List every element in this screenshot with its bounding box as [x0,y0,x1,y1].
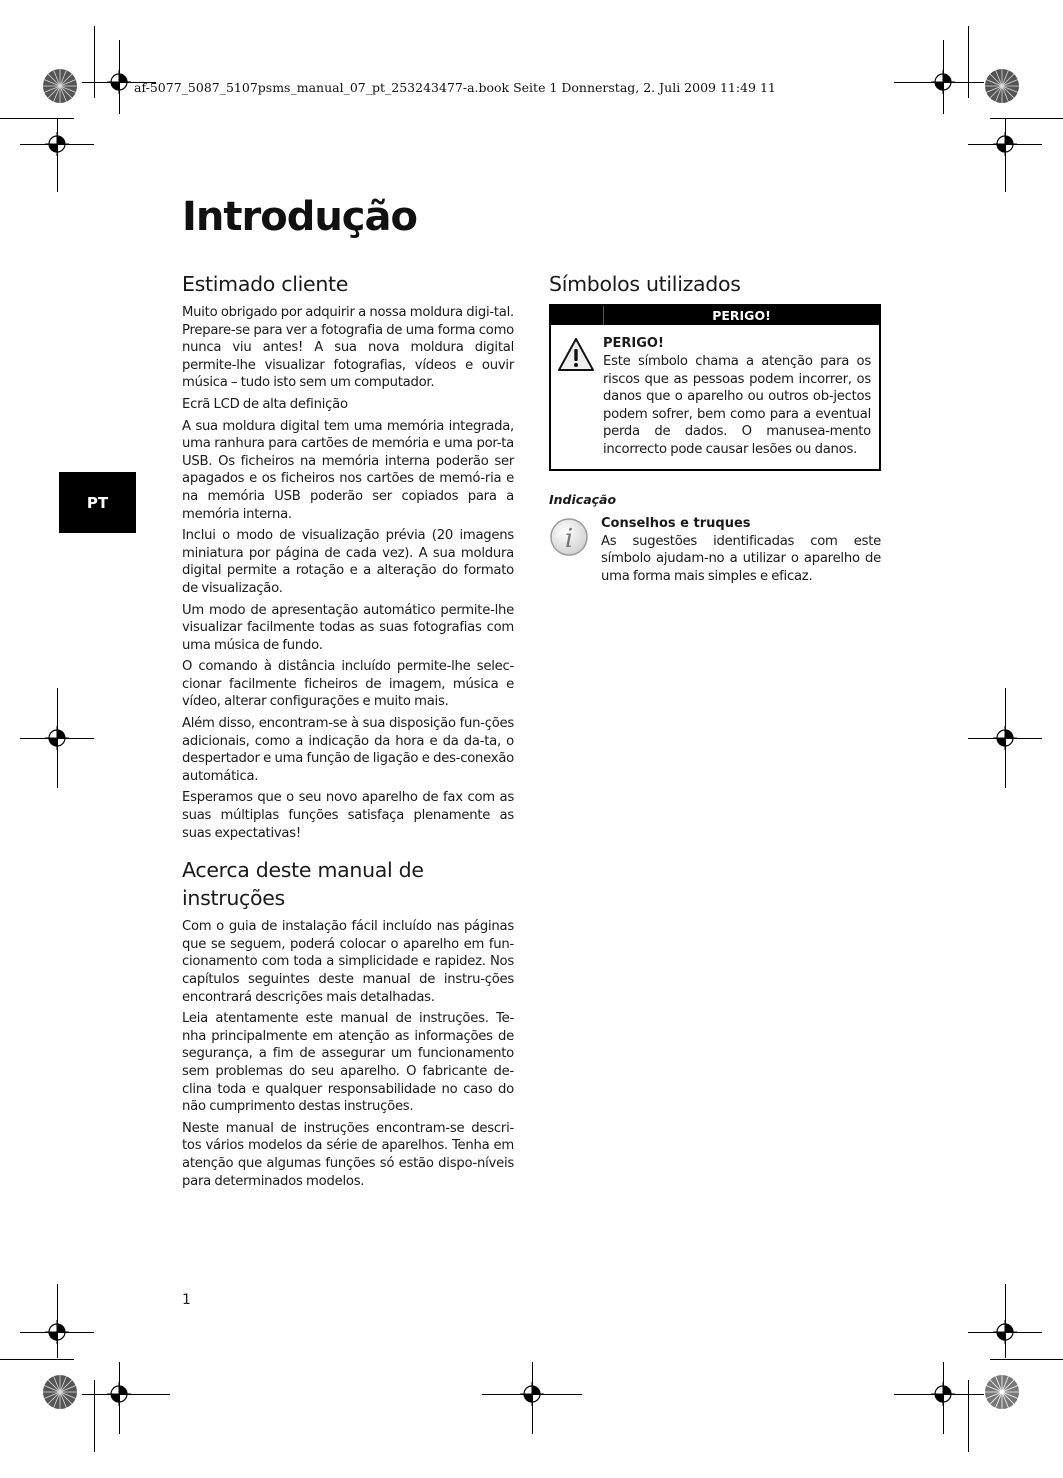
paragraph: Ecrã LCD de alta definição [182,396,348,412]
registration-mark-icon [520,1382,544,1406]
tip-text: As sugestões identificadas com este símbolo ajudam-no a utilizar o aparelho de uma forma mais simples e eficaz. [601,533,881,584]
paragraph: Além disso, encontram-se à sua disposição fun-ções adicionais, como a indicação da hora e da da-ta, o despertador e uma função de ligação e des-conexão automática. [182,716,514,784]
left-column [182,270,514,1194]
starburst-target-icon [984,68,1020,104]
paragraph: Neste manual de instruções encontram-se descri-tos vários modelos da série de aparelhos. Tenha em atenção que algumas funções só estão dispo-níveis para determinados modelos. [182,1120,514,1189]
tip-notice [549,515,881,590]
danger-title: PERIGO! [603,336,664,351]
section-heading-acerca-manual: Acerca deste manual de instruções [182,858,424,911]
language-tab: PT [59,472,136,533]
danger-notice-header [551,306,879,325]
paragraph: Esperamos que o seu novo aparelho de fax com as suas múltiplas funções satisfaça plenamente as suas expectativas! [182,790,514,841]
paragraph: Inclui o modo de visualização prévia (20 imagens miniatura por página de cada vez). A sua moldura digital permite a rotação e a alteração do formato de visualização. [182,528,514,596]
paragraph: Um modo de apresentação automático permite-lhe visualizar facilmente todas as suas fotografias com uma música de fundo. [182,602,514,653]
info-icon [549,517,589,557]
registration-mark-icon [45,132,69,156]
starburst-target-icon [984,1374,1020,1410]
danger-notice-box [549,304,881,471]
print-header: af-5077_5087_5107psms_manual_07_pt_253243477-a.book Seite 1 Donnerstag, 2. Juli 2009 11:49 11 [134,80,776,95]
starburst-target-icon [42,1374,78,1410]
paragraph: Muito obrigado por adquirir a nossa moldura digi-tal. Prepare-se para ver a fotografia de uma forma como nunca viu antes! A sua nova moldura digital permite-lhe visualizar fotografias, vídeos e ouvir música – tudo isto sem um computador. [182,305,514,391]
tip-title: Conselhos e truques [601,515,751,531]
warning-triangle-icon [557,337,595,373]
starburst-target-icon [42,68,78,104]
registration-mark-icon [45,1320,69,1344]
paragraph: Leia atentamente este manual de instruções. Te-nha principalmente em atenção as informações de segurança, a fim de assegurar um funcionamento sem problemas do seu aparelho. O fabricante de-clina toda e qualquer responsabilidade no caso do não cumprimento destas instruções. [182,1011,514,1115]
svg-text:i: i [564,523,574,554]
registration-mark-icon [993,726,1017,750]
registration-mark-icon [107,1382,131,1406]
right-column [549,270,881,589]
section-heading-estimado-cliente: Estimado cliente [182,272,349,296]
registration-mark-icon [993,132,1017,156]
section-heading-simbolos: Símbolos utilizados [549,272,741,296]
registration-mark-icon [45,726,69,750]
danger-header-label: PERIGO! [712,308,771,323]
registration-mark-icon [931,1382,955,1406]
page-number: 1 [182,1292,191,1308]
paragraph: A sua moldura digital tem uma memória integrada, uma ranhura para cartões de memória e uma por-ta USB. Os ficheiros na memória interna poderão ser apagados e os ficheiros nos cartões de memó-ria e na memória USB poderão ser copiados para a memória interna. [182,418,514,522]
tip-label: Indicação [549,491,617,507]
registration-mark-icon [107,70,131,94]
registration-mark-icon [931,70,955,94]
paragraph: Com o guia de instalação fácil incluído nas páginas que se seguem, poderá colocar o aparelho em fun-cionamento com toda a simplicidade e rapidez. Nos capítulos seguintes deste manual de instru-ções encontrará descrições mais detalhadas. [182,919,514,1005]
paragraph: O comando à distância incluído permite-lhe selec-cionar facilmente ficheiros de imagem, música e vídeo, alterar configurações e muito mais. [182,659,514,710]
danger-text: Este símbolo chama a atenção para os riscos que as pessoas podem incorrer, os danos que o aparelho ou outros ob-jectos podem sofrer, bem como para a eventual perda de dados. O manusea-mento incorrecto pode causar lesões ou danos. [603,354,871,457]
registration-mark-icon [993,1320,1017,1344]
page-title: Introdução [182,194,417,240]
